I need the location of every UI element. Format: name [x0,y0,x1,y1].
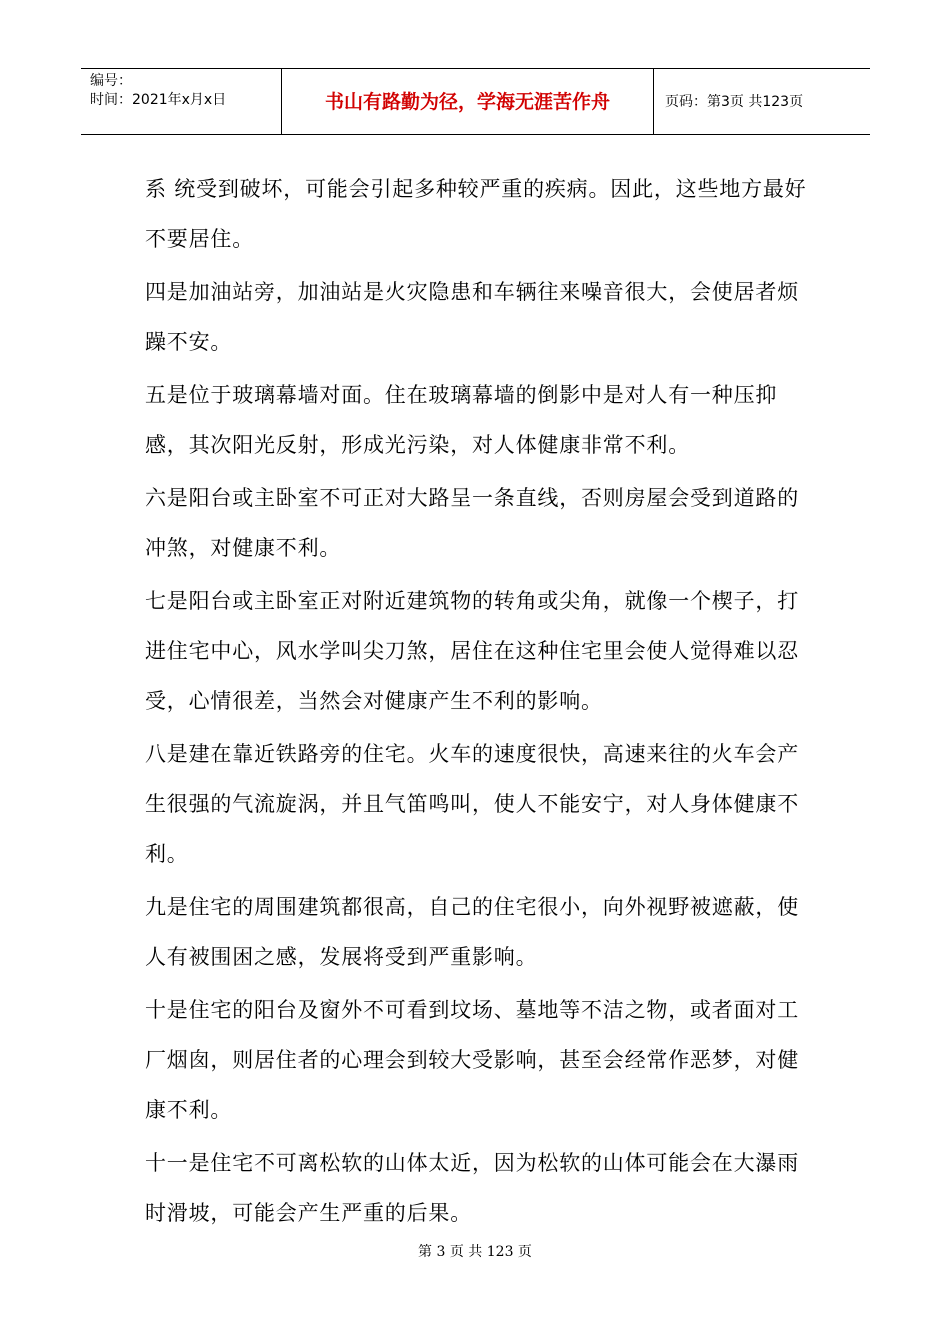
header-page-cell [654,69,870,134]
page-header [81,68,870,135]
document-number-label: 编号： [90,73,132,89]
header-motto: 书山有路勤为径，学海无涯苦作舟 [324,91,610,113]
paragraph: 九是住宅的周围建筑都很高，自己的住宅很小，向外视野被遮蔽，使人有被围困之感，发展将受到严重影响。 [145,895,799,969]
document-body [145,164,813,1241]
header-motto-cell [282,69,654,134]
header-page-info: 页码：第3页 共123页 [665,94,804,110]
document-date-label: 时间：2021年x月x日 [90,92,227,108]
paragraph: 十是住宅的阳台及窗外不可看到坟场、墓地等不洁之物，或者面对工厂烟囱，则居住者的心理会到较大受影响，甚至会经常作恶梦，对健 康不利。 [145,998,799,1122]
paragraph: 五是位于玻璃幕墙对面。住在玻璃幕墙的倒影中是对人有一种压抑感，其次阳光反射，形成光污染，对人体健康非常不利。 [145,383,778,457]
header-meta-cell [81,69,282,134]
paragraph: 系 统受到破坏，可能会引起多种较严重的疾病。因此，这些地方最好不要居住。 [145,177,807,251]
paragraph: 十一是住宅不可离松软的山体太近，因为松软的山体可能会在大瀑雨时滑坡，可能会产生严重的后果。 [145,1151,799,1225]
paragraph: 八是建在靠近铁路旁的住宅。火车的速度很快，高速来往的火车会产生很强的气流旋涡，并且气笛鸣叫，使人不能安宁，对人身体健康不 利。 [145,742,799,866]
paragraph: 七是阳台或主卧室正对附近建筑物的转角或尖角，就像一个楔子，打进住宅中心，风水学叫尖刀煞，居住在这种住宅里会使人觉得难以忍 受，心情很差，当然会对健康产生不利的影响。 [145,589,799,713]
paragraph: 四是加油站旁，加油站是火灾隐患和车辆往来噪音很大，会使居者烦躁不安。 [145,280,799,354]
paragraph: 六是阳台或主卧室不可正对大路呈一条直线，否则房屋会受到道路的冲煞，对健康不利。 [145,486,799,560]
page-footer-number: 第 3 页 共 123 页 [418,1244,532,1260]
